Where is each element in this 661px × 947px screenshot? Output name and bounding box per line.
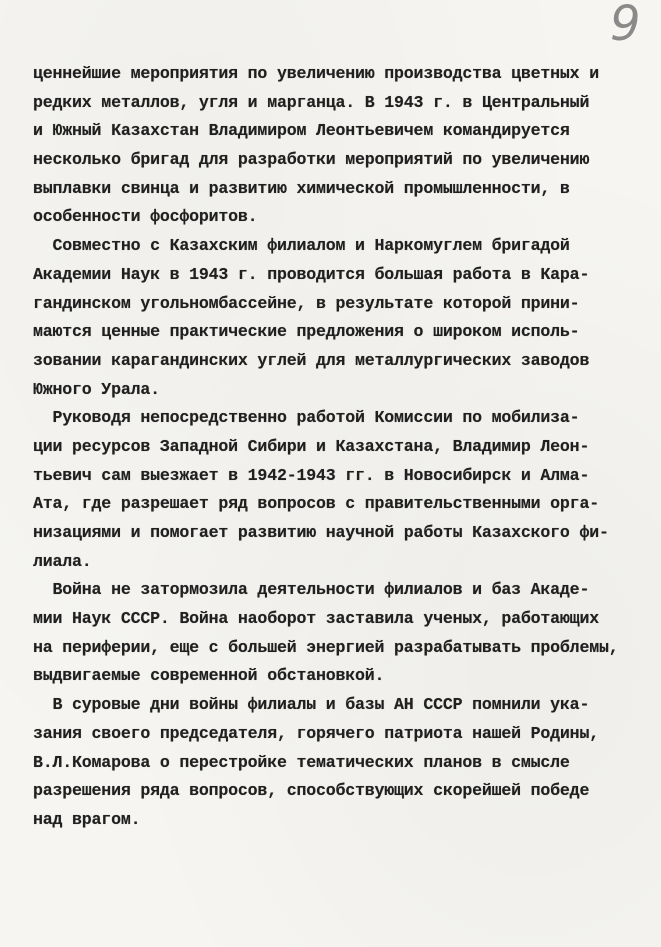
text-line: В суровые дни войны филиалы и базы АН СССР помнили ука- [33, 695, 590, 715]
text-line: Совместно с Казахским филиалом и Наркомуглем бригадой [33, 236, 570, 256]
text-line: редких металлов, угля и марганца. В 1943 г. в Центральный [33, 92, 590, 112]
text-line: низациями и помогает развитию научной работы Казахского фи- [33, 523, 609, 542]
text-line: зания своего председателя, горячего патриота нашей Родины, [33, 723, 599, 743]
text-line: Война не затормозила деятельности филиалов и баз Акаде- [33, 580, 590, 600]
text-line: ценнейшие мероприятия по увеличению производства цветных и [33, 64, 599, 83]
text-line: выдвигаемые современной обстановкой. [33, 666, 385, 686]
page-number: 9 [610, 0, 641, 52]
text-line: мии Наук СССР. Война наоборот заставила ученых, работающих [33, 609, 599, 629]
text-line: тьевич сам выезжает в 1942-1943 гг. в Новосибирск и Алма- [33, 465, 590, 485]
text-line: и Южный Казахстан Владимиром Леонтьевичем командируется [33, 121, 570, 141]
text-line: особенности фосфоритов. [33, 207, 258, 227]
text-line: Южного Урала. [33, 379, 160, 399]
text-line: ции ресурсов Западной Сибири и Казахстана, Владимир Леон- [33, 436, 590, 456]
text-line: лиала. [33, 551, 92, 571]
text-line: В.Л.Комарова о перестройке тематических планов в смысле [33, 752, 570, 772]
text-line: разрешения ряда вопросов, способствующих скорейшей победе [33, 781, 590, 801]
text-line: Ата, где разрешает ряд вопросов с правительственными орга- [33, 494, 599, 514]
text-line: выплавки свинца и развитию химической промышленности, в [33, 178, 570, 198]
text-line: гандинском угольномбассейне, в результате которой прини- [33, 293, 580, 313]
text-line: несколько бригад для разработки мероприятий по увеличению [33, 150, 590, 170]
text-line: зовании карагандинских углей для металлургических заводов [33, 350, 590, 370]
text-line: Академии Наук в 1943 г. проводится большая работа в Кара- [33, 264, 590, 284]
text-line: маются ценные практические предложения о широком исполь- [33, 322, 580, 342]
text-line: над врагом. [33, 809, 141, 829]
text-line: на периферии, еще с большей энергией разрабатывать проблемы, [33, 637, 619, 657]
text-line: Руководя непосредственно работой Комиссии по мобилиза- [33, 408, 580, 428]
typed-text-block [33, 60, 653, 835]
